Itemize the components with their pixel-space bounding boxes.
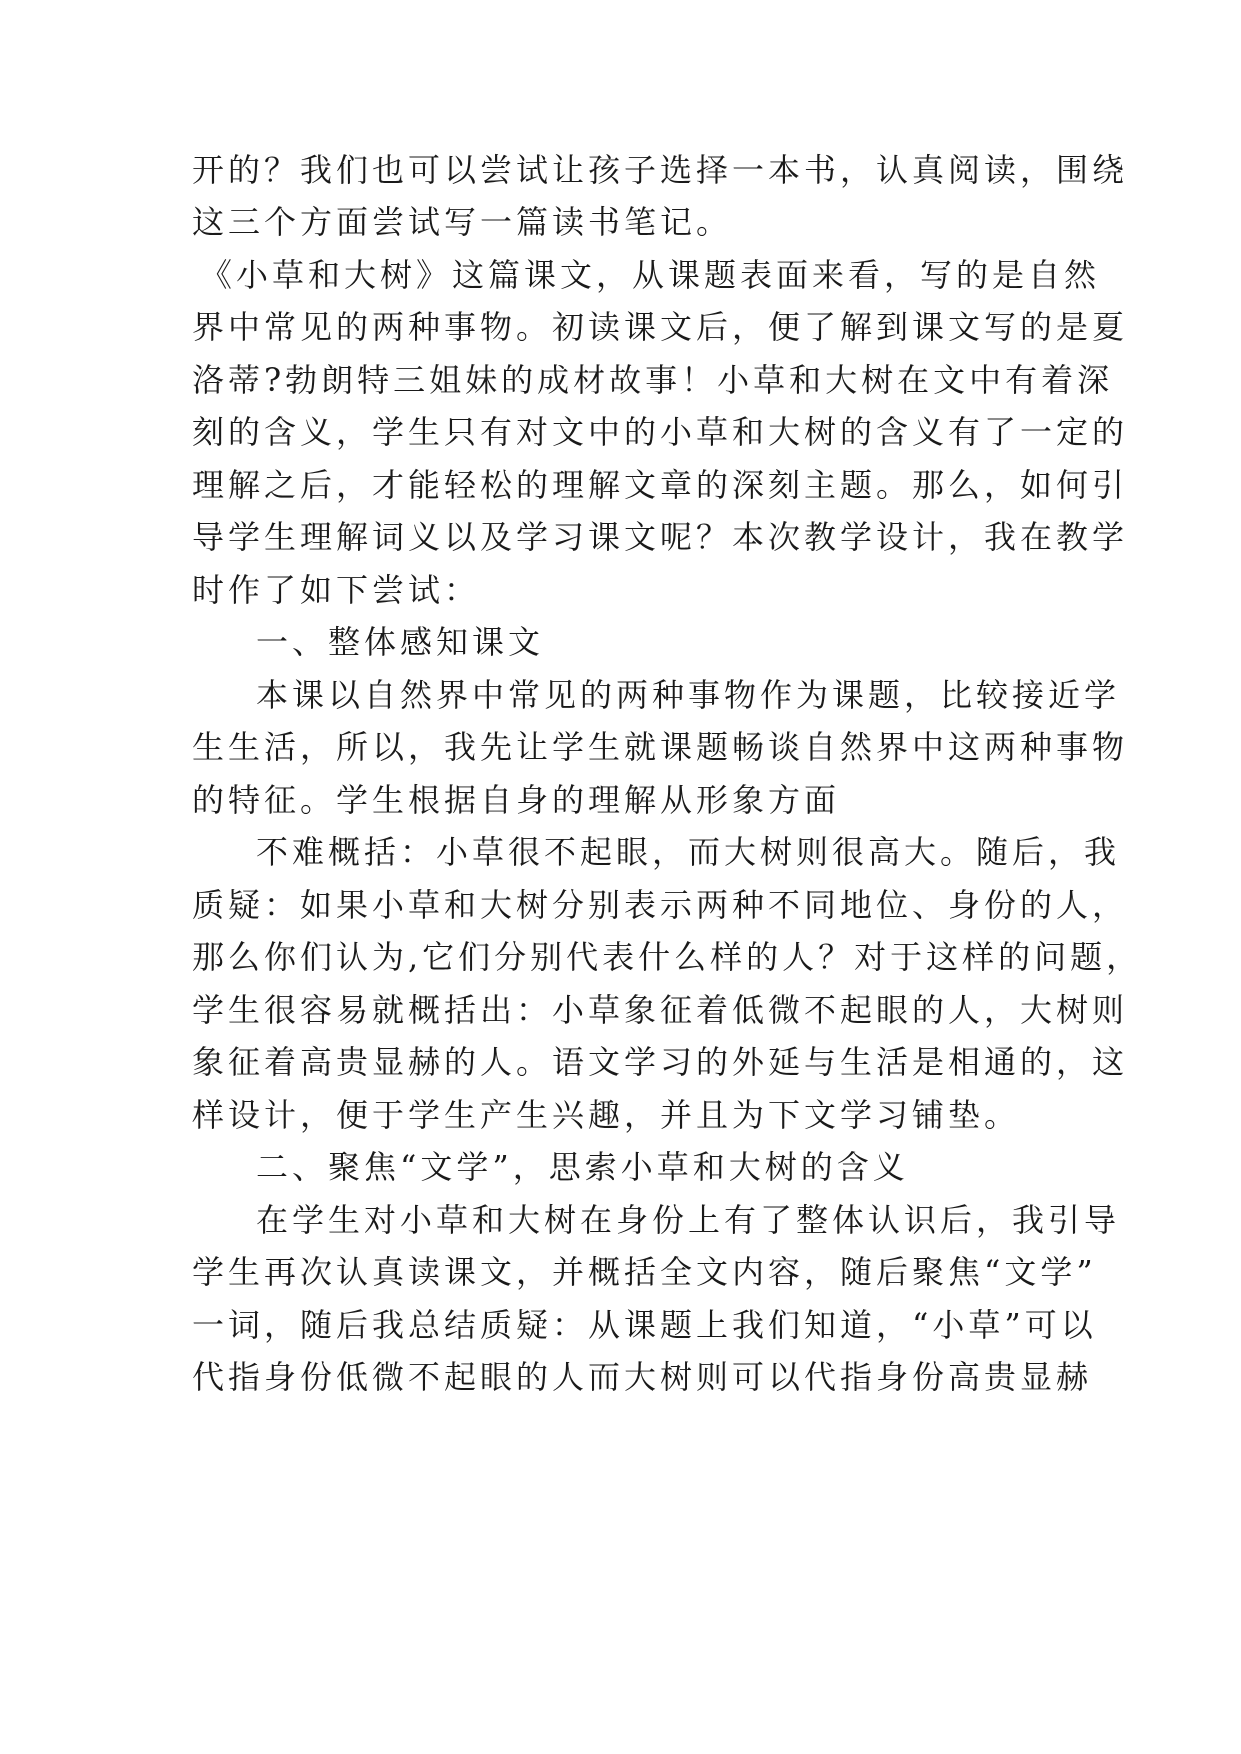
body-text-line: 学生很容易就概括出：小草象征着低微不起眼的人，大树则 — [192, 991, 1129, 1029]
section-heading: 一、整体感知课文 — [256, 623, 545, 661]
body-text-line: 代指身份低微不起眼的人而大树则可以代指身份高贵显赫 — [192, 1358, 1093, 1396]
body-text-line: 开的？我们也可以尝试让孩子选择一本书，认真阅读，围绕 — [192, 151, 1129, 189]
section-heading: 二、聚焦“文学”，思索小草和大树的含义 — [256, 1148, 909, 1186]
body-text-line: 这三个方面尝试写一篇读书笔记。 — [192, 203, 733, 241]
body-text-line: 象征着高贵显赫的人。语文学习的外延与生活是相通的，这 — [192, 1043, 1129, 1081]
paragraph-start-line: 不难概括：小草很不起眼，而大树则很高大。随后，我 — [256, 833, 1121, 871]
body-text-line: 洛蒂?勃朗特三姐妹的成材故事！小草和大树在文中有着深 — [192, 361, 1114, 399]
body-text-line: 界中常见的两种事物。初读课文后，便了解到课文写的是夏 — [192, 308, 1129, 346]
body-text-line: 的特征。学生根据自身的理解从形象方面 — [192, 781, 841, 819]
body-text-line: 学生再次认真读课文，并概括全文内容，随后聚焦“文学” — [192, 1253, 1097, 1291]
paragraph-start-line: 《小草和大树》这篇课文，从课题表面来看，写的是自然 — [200, 256, 1101, 294]
body-text-line: 时作了如下尝试： — [192, 571, 481, 609]
body-text-line: 导学生理解词义以及学习课文呢？本次教学设计，我在教学 — [192, 518, 1129, 556]
body-text-line: 那么你们认为,它们分别代表什么样的人？对于这样的问题， — [192, 938, 1143, 976]
body-text-line: 刻的含义，学生只有对文中的小草和大树的含义有了一定的 — [192, 413, 1129, 451]
body-text-line: 样设计，便于学生产生兴趣，并且为下文学习铺垫。 — [192, 1096, 1021, 1134]
body-text-line: 质疑：如果小草和大树分别表示两种不同地位、身份的人， — [192, 886, 1129, 924]
body-text-line: 生生活，所以，我先让学生就课题畅谈自然界中这两种事物 — [192, 728, 1129, 766]
body-text-line: 一词，随后我总结质疑：从课题上我们知道，“小草”可以 — [192, 1306, 1097, 1344]
paragraph-start-line: 本课以自然界中常见的两种事物作为课题，比较接近学 — [256, 676, 1121, 714]
body-text-line: 理解之后，才能轻松的理解文章的深刻主题。那么，如何引 — [192, 466, 1129, 504]
paragraph-start-line: 在学生对小草和大树在身份上有了整体认识后，我引导 — [256, 1201, 1121, 1239]
